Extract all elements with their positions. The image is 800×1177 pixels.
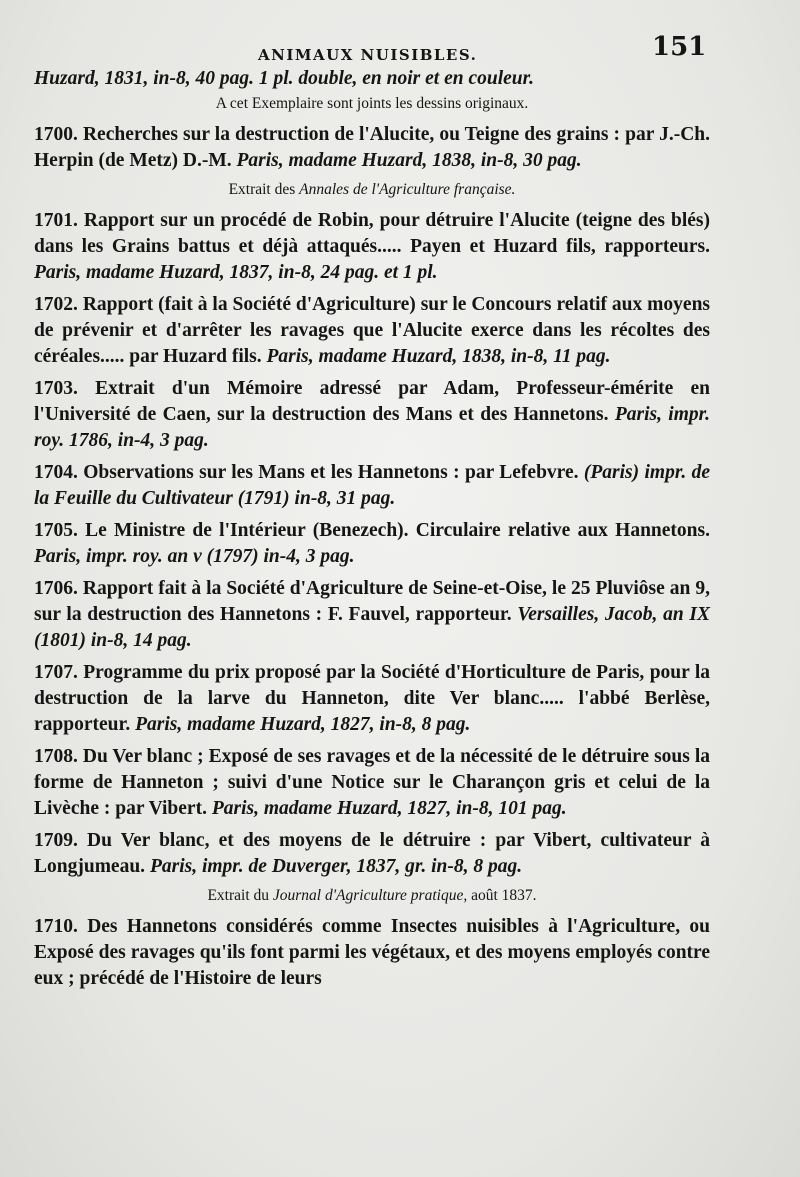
entry-imprint: Paris, impr. roy. an v (1797) in-4, 3 pag.: [34, 546, 355, 567]
entry-number: 1708.: [34, 746, 78, 767]
entry-text: Le Ministre de l'Intérieur (Benezech). Circulaire relative aux Hannetons.: [85, 520, 710, 541]
entry-note: [34, 886, 710, 906]
catalogue-entry: [34, 660, 710, 738]
entry-imprint: (Paris) impr. de la Feuille du Cultivateur (1791) in-8, 31 pag.: [34, 462, 710, 509]
entry-text: Programme du prix proposé par la Société d'Horticulture de Paris, pour la destruction de la larve du Hanneton, dite Ver blanc..... l'abbé Berlèse, rapporteur.: [34, 662, 710, 735]
entry-text: Observations sur les Mans et les Hannetons : par Lefebvre.: [83, 462, 579, 483]
entry-number: 1703.: [34, 378, 78, 399]
entry-imprint: Paris, impr. de Duverger, 1837, gr. in-8, 8 pag.: [149, 856, 523, 877]
catalogue-entry: [34, 828, 710, 880]
catalogue-entry: [34, 460, 710, 512]
entry-text: Extrait d'un Mémoire adressé par Adam, Professeur-émérite en l'Université de Caen, sur la destruction des Mans et des Hannetons.: [34, 378, 710, 425]
catalogue-entry: [34, 518, 710, 570]
entry-imprint: Paris, impr. roy. 1786, in-4, 3 pag.: [34, 404, 711, 451]
note-prefix: Extrait du: [207, 887, 270, 904]
continuation-line: [34, 66, 710, 92]
entry-number: 1709.: [34, 830, 78, 851]
catalogue-entry: [34, 208, 710, 286]
entry-note: [34, 180, 710, 200]
page-number: 151: [652, 32, 707, 62]
entry-text: Recherches sur la destruction de l'Alucite, ou Teigne des grains : par J.-Ch. Herpin (de Metz) D.-M.: [34, 124, 711, 171]
note-prefix: Extrait des: [228, 181, 296, 198]
catalogue-body: [34, 66, 710, 998]
entry-text: Du Ver blanc ; Exposé de ses ravages et de la nécessité de le détruire sous la forme de Hanneton ; suivi d'une Notice sur le Charançon gris et celui de la Livèche : par Vibert.: [34, 746, 710, 819]
entry-text: Rapport sur un procédé de Robin, pour détruire l'Alucite (teigne des blés) dans les Grains battus et déjà attaqués..... Payen et Huzard fils, rapporteurs.: [34, 210, 710, 257]
entry-number: 1705.: [34, 520, 78, 541]
entry-imprint: Paris, madame Huzard, 1837, in-8, 24 pag. et 1 pl.: [34, 262, 438, 283]
entry-imprint: Paris, madame Huzard, 1838, in-8, 30 pag.: [236, 150, 582, 171]
entry-number: 1706.: [34, 578, 78, 599]
continuation-text: Huzard, 1831, in-8, 40 pag. 1 pl. double, en noir et en couleur.: [34, 68, 535, 89]
note-title: Journal d'Agriculture pratique,: [272, 887, 468, 904]
page-header: [0, 32, 800, 68]
catalogue-entry: [34, 914, 710, 992]
entry-number: 1700.: [34, 124, 78, 145]
entry-imprint: Paris, madame Huzard, 1827, in-8, 8 pag.: [135, 714, 471, 735]
catalogue-entry: [34, 576, 710, 654]
entry-imprint: Paris, madame Huzard, 1827, in-8, 101 pag.: [211, 798, 567, 819]
running-head: ANIMAUX NUISIBLES.: [258, 46, 478, 64]
entry-imprint: Paris, madame Huzard, 1838, in-8, 11 pag.: [266, 346, 611, 367]
continuation-note: A cet Exemplaire sont joints les dessins originaux.: [215, 95, 529, 112]
catalogue-entry: [34, 292, 710, 370]
catalogue-entry: [34, 744, 710, 822]
entry-text: Rapport (fait à la Société d'Agriculture) sur le Concours relatif aux moyens de prévenir et d'arrêter les ravages que l'Alucite exerce dans les récoltes des céréales..... par Huzard fils.: [34, 294, 711, 367]
entry-number: 1710.: [34, 916, 78, 937]
entry-number: 1704.: [34, 462, 78, 483]
entry-number: 1701.: [34, 210, 78, 231]
entry-number: 1707.: [34, 662, 78, 683]
note-suffix: août 1837.: [471, 887, 537, 904]
entry-text: Du Ver blanc, et des moyens de le détruire : par Vibert, cultivateur à Longjumeau.: [34, 830, 710, 877]
entry-text: Rapport fait à la Société d'Agriculture de Seine-et-Oise, le 25 Pluviôse an 9, sur la destruction des Hannetons : F. Fauvel, rapporteur.: [34, 578, 711, 625]
catalogue-entry: [34, 122, 710, 174]
entry-imprint: Versailles, Jacob, an IX (1801) in-8, 14 pag.: [34, 604, 710, 651]
note-title: Annales de l'Agriculture française.: [299, 181, 516, 198]
entry-text: Des Hannetons considérés comme Insectes nuisibles à l'Agriculture, ou Exposé des ravages qu'ils font parmi les végétaux, et des moyens employés contre eux ; précédé de l'Histoire de leurs: [34, 916, 710, 989]
entry-number: 1702.: [34, 294, 78, 315]
catalogue-entry: [34, 376, 710, 454]
